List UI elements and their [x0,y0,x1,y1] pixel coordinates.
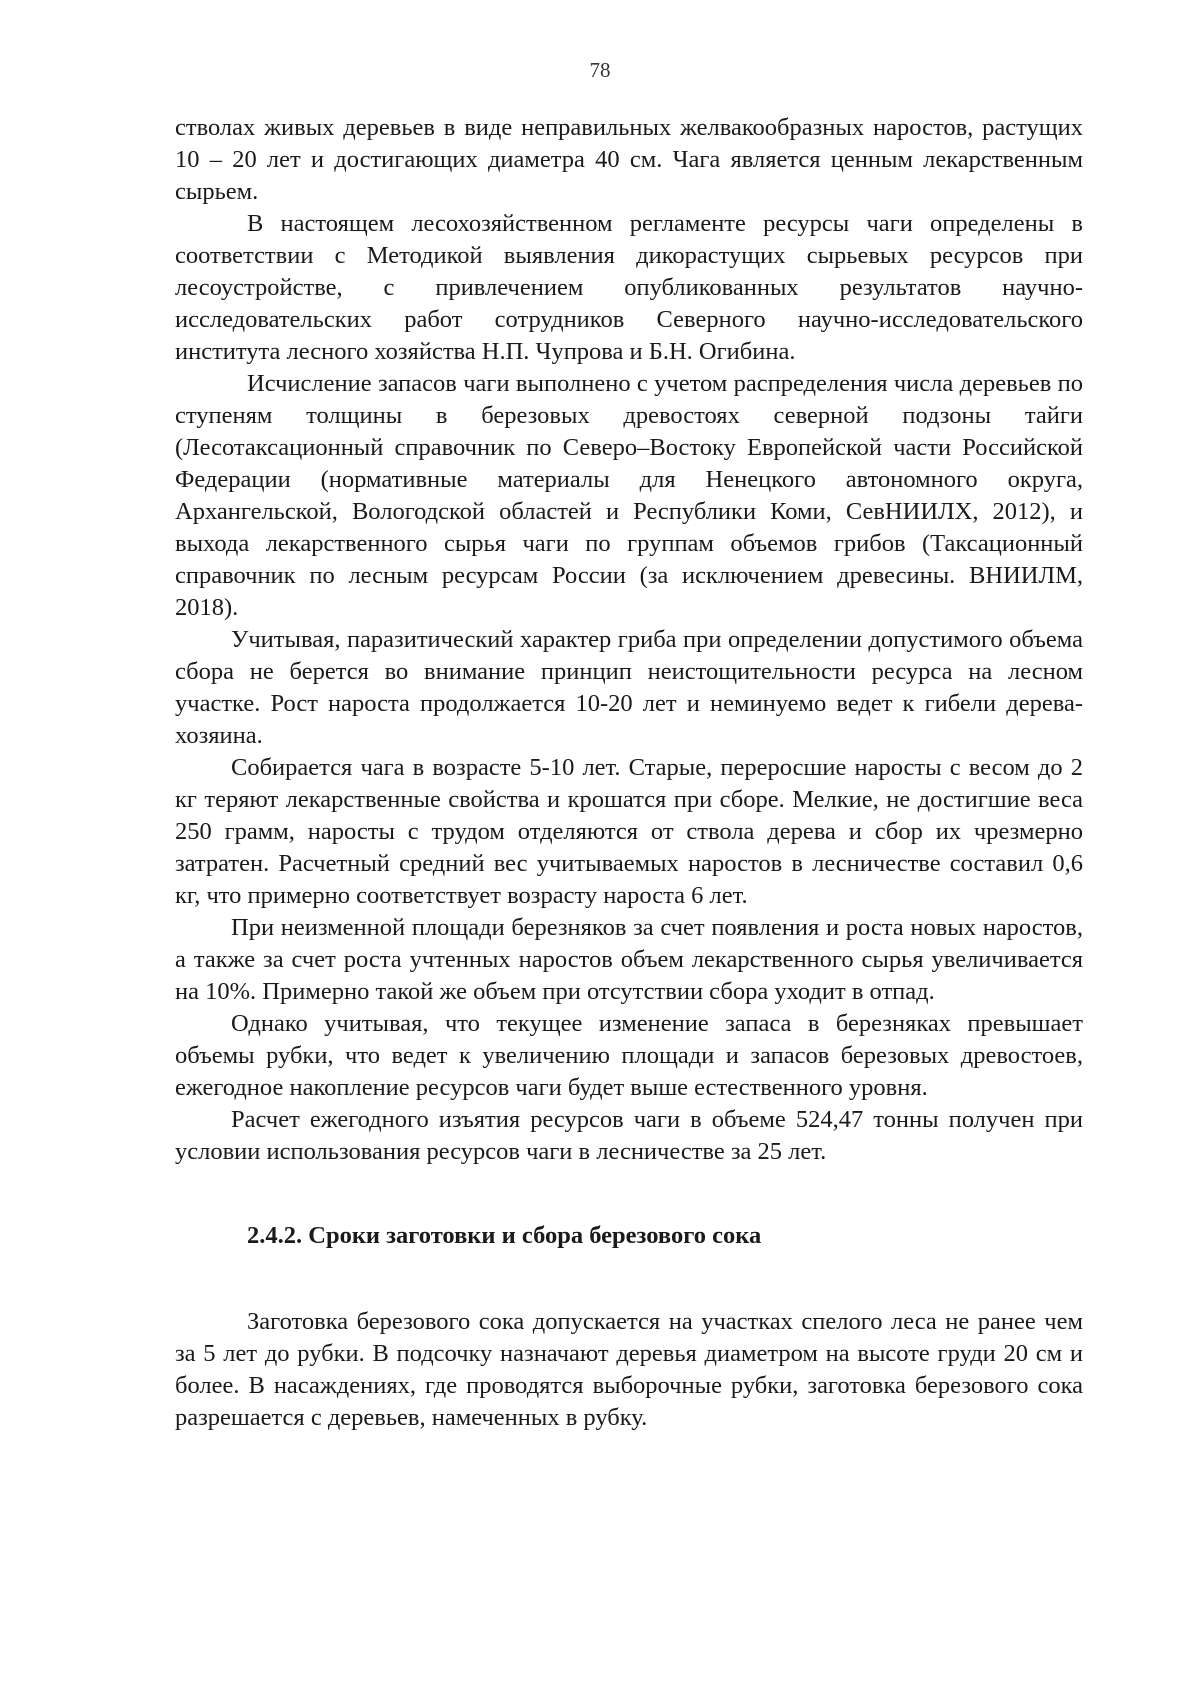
paragraph-methodology: В настоящем лесохозяйственном регламенте ресурсы чаги определены в соответствии с Методикой выявления дикорастущих сырьевых ресурсов при лесоустройстве, с привлечением опубликованных результатов научно-исследовательских работ сотрудников Северного научно-исследовательского института лесного хозяйства Н.П. Чупрова и Б.Н. Огибина. [175,210,1083,365]
body-text [175,112,1083,1434]
paragraph-collection-age: Собирается чага в возрасте 5-10 лет. Старые, переросшие наросты с весом до 2 кг теряют лекарственные свойства и крошатся при сборе. Мелкие, не достигшие веса 250 грамм, наросты с трудом отделяются от ствола дерева и сбор их чрезмерно затратен. Расчетный средний вес учитываемых наростов в лесничестве составил 0,6 кг, что примерно соответствует возрасту нароста 6 лет. [175,754,1083,909]
paragraph-continuation: стволах живых деревьев в виде неправильных желвакообразных наростов, растущих 10 – 20 лет и достигающих диаметра 40 см. Чага является ценным лекарственным сырьем. [175,114,1083,205]
paragraph-birch-sap: Заготовка березового сока допускается на участках спелого леса не ранее чем за 5 лет до рубки. В подсочку назначают деревья диаметром на высоте груди 20 см и более. В насаждениях, где проводятся выборочные рубки, заготовка березового сока разрешается с деревьев, намеченных в рубку. [175,1308,1083,1431]
section-title: 2.4.2. Сроки заготовки и сбора березового сока [247,1222,762,1249]
page-number: 78 [589,58,611,82]
paragraph-calculation: Исчисление запасов чаги выполнено с учетом распределения числа деревьев по ступеням толщины в березовых древостоях северной подзоны тайги (Лесотаксационный справочник по Северо–Востоку Европейской части Российской Федерации (нормативные материалы для Ненецкого автономного округа, Архангельской, Вологодской областей и Республики Коми, СевНИИЛХ, 2012), и выхода лекарственного сырья чаги по группам объемов грибов (Таксационный справочник по лесным ресурсам России (за исключением древесины. ВНИИЛМ, 2018). [175,370,1083,621]
paragraph-annual-volume: Расчет ежегодного изъятия ресурсов чаги в объеме 524,47 тонны получен при условии использования ресурсов чаги в лесничестве за 25 лет. [175,1106,1083,1165]
paragraph-growth: При неизменной площади березняков за счет появления и роста новых наростов, а также за счет роста учтенных наростов объем лекарственного сырья увеличивается на 10%. Примерно такой же объем при отсутствии сбора уходит в отпад. [175,914,1083,1005]
paragraph-parasitic: Учитывая, паразитический характер гриба при определении допустимого объема сбора не берется во внимание принцип неистощительности ресурса на лесном участке. Рост нароста продолжается 10-20 лет и неминуемо ведет к гибели дерева-хозяина. [175,626,1083,749]
paragraph-accumulation: Однако учитывая, что текущее изменение запаса в березняках превышает объемы рубки, что ведет к увеличению площади и запасов березовых древостоев, ежегодное накопление ресурсов чаги будет выше естественного уровня. [175,1010,1083,1101]
